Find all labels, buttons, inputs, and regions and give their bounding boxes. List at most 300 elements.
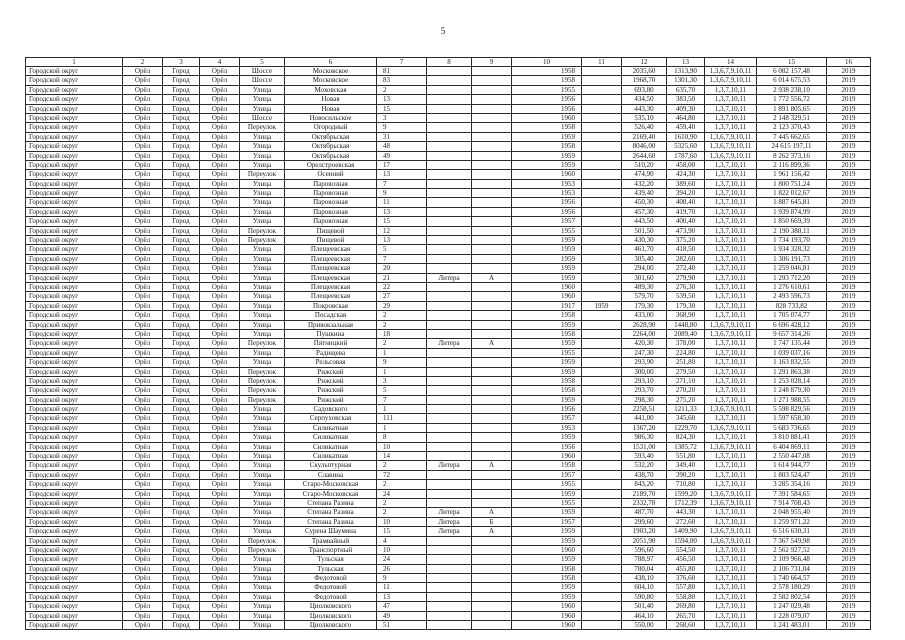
- cell-living-area: 455,80: [667, 565, 705, 574]
- cell-municipality-type: Городской округ: [26, 480, 123, 489]
- cell-year-built: 1959: [512, 593, 582, 602]
- cell-settlement: Орёл: [200, 114, 240, 123]
- cell-cost: 1 247 029,48: [757, 602, 827, 611]
- cell-settlement: Орёл: [200, 330, 240, 339]
- cell-municipality-type: Городской округ: [26, 358, 123, 367]
- cell-letter-label: [427, 612, 472, 621]
- cell-municipality-type: Городской округ: [26, 424, 123, 433]
- cell-settlement-type: Город: [163, 133, 200, 142]
- cell-living-area: 270,20: [667, 386, 705, 395]
- cell-house-number: 10: [377, 443, 427, 452]
- cell-letter-label: [427, 67, 472, 76]
- cell-work-types: 1,3,7,10,11: [705, 245, 757, 254]
- cell-street-type: Улица: [240, 612, 285, 621]
- table-row: [26, 471, 871, 480]
- cell-municipality: Орёл: [123, 386, 163, 395]
- table-row: [26, 255, 871, 264]
- cell-house-number: 1: [377, 368, 427, 377]
- cell-work-types: 1,3,6,7,9,10,11: [705, 152, 757, 161]
- cell-street-name: Рижский: [285, 368, 377, 377]
- cell-house-number: 2: [377, 480, 427, 489]
- cell-house-number: 26: [377, 565, 427, 574]
- column-number-work-types: 14: [705, 58, 757, 67]
- cell-settlement: Орёл: [200, 377, 240, 386]
- cell-year-built: 1959: [512, 527, 582, 536]
- cell-year-rebuilt: [582, 583, 622, 592]
- cell-municipality: Орёл: [123, 86, 163, 95]
- cell-settlement-type: Город: [163, 349, 200, 358]
- cell-municipality: Орёл: [123, 292, 163, 301]
- cell-total-area: 788,97: [622, 555, 667, 564]
- cell-street-name: Московское: [285, 76, 377, 85]
- cell-letter: [472, 170, 512, 179]
- cell-street-type: Улица: [240, 264, 285, 273]
- cell-municipality: Орёл: [123, 189, 163, 198]
- cell-letter-label: [427, 414, 472, 423]
- column-number-street-type: 5: [240, 58, 285, 67]
- cell-cost: 1 747 135,44: [757, 339, 827, 348]
- cell-letter: Б: [472, 518, 512, 527]
- cell-total-area: 2332,78: [622, 499, 667, 508]
- table-row: [26, 95, 871, 104]
- cell-house-number: 7: [377, 180, 427, 189]
- cell-municipality-type: Городской округ: [26, 217, 123, 226]
- cell-letter: [472, 152, 512, 161]
- cell-street-type: Переулок: [240, 236, 285, 245]
- cell-street-name: Циолковского: [285, 602, 377, 611]
- cell-cost: 1 887 645,81: [757, 198, 827, 207]
- cell-cost: 1 306 191,73: [757, 255, 827, 264]
- cell-living-area: 459,40: [667, 123, 705, 132]
- cell-work-types: 1,3,7,10,11: [705, 546, 757, 555]
- cell-house-number: 9: [377, 358, 427, 367]
- cell-plan-year: 2019: [827, 114, 871, 123]
- cell-municipality-type: Городской округ: [26, 621, 123, 630]
- cell-letter-label: [427, 86, 472, 95]
- cell-total-area: 439,40: [622, 189, 667, 198]
- cell-work-types: 1,3,7,10,11: [705, 386, 757, 395]
- cell-settlement-type: Город: [163, 114, 200, 123]
- cell-year-built: 1959: [512, 358, 582, 367]
- cell-letter: А: [472, 527, 512, 536]
- cell-settlement: Орёл: [200, 471, 240, 480]
- cell-plan-year: 2019: [827, 593, 871, 602]
- cell-street-type: Улица: [240, 208, 285, 217]
- cell-year-rebuilt: [582, 339, 622, 348]
- cell-letter-label: [427, 264, 472, 273]
- cell-house-number: 20: [377, 264, 427, 273]
- cell-municipality: Орёл: [123, 198, 163, 207]
- cell-cost: 1 259 046,81: [757, 264, 827, 273]
- cell-living-area: 1211,33: [667, 405, 705, 414]
- table-row: [26, 537, 871, 546]
- cell-letter-label: [427, 114, 472, 123]
- cell-total-area: 532,20: [622, 461, 667, 470]
- cell-work-types: 1,3,7,10,11: [705, 574, 757, 583]
- cell-municipality-type: Городской округ: [26, 321, 123, 330]
- cell-living-area: 368,90: [667, 311, 705, 320]
- cell-letter-label: [427, 76, 472, 85]
- cell-street-type: Переулок: [240, 396, 285, 405]
- cell-plan-year: 2019: [827, 264, 871, 273]
- cell-year-rebuilt: [582, 274, 622, 283]
- cell-work-types: 1,3,7,10,11: [705, 302, 757, 311]
- table-row: [26, 574, 871, 583]
- cell-work-types: 1,3,7,10,11: [705, 95, 757, 104]
- cell-letter-label: [427, 546, 472, 555]
- cell-letter: А: [472, 339, 512, 348]
- cell-work-types: 1,3,7,10,11: [705, 602, 757, 611]
- column-number-letter: 9: [472, 58, 512, 67]
- cell-letter-label: [427, 555, 472, 564]
- cell-plan-year: 2019: [827, 452, 871, 461]
- cell-work-types: 1,3,7,10,11: [705, 565, 757, 574]
- cell-year-built: 1959: [512, 583, 582, 592]
- cell-municipality-type: Городской округ: [26, 612, 123, 621]
- cell-settlement: Орёл: [200, 161, 240, 170]
- cell-year-rebuilt: [582, 133, 622, 142]
- cell-street-type: Улица: [240, 518, 285, 527]
- cell-street-name: Сурена Шаумяна: [285, 527, 377, 536]
- cell-year-rebuilt: [582, 321, 622, 330]
- cell-municipality: Орёл: [123, 433, 163, 442]
- cell-settlement: Орёл: [200, 236, 240, 245]
- cell-letter-label: [427, 358, 472, 367]
- cell-year-rebuilt: [582, 377, 622, 386]
- cell-cost: 1 822 012,67: [757, 189, 827, 198]
- cell-total-area: 464,10: [622, 612, 667, 621]
- cell-settlement-type: Город: [163, 452, 200, 461]
- cell-municipality: Орёл: [123, 67, 163, 76]
- cell-street-type: Улица: [240, 311, 285, 320]
- table-row: [26, 311, 871, 320]
- cell-settlement-type: Город: [163, 245, 200, 254]
- cell-plan-year: 2019: [827, 330, 871, 339]
- cell-street-type: Улица: [240, 105, 285, 114]
- cell-municipality: Орёл: [123, 377, 163, 386]
- cell-municipality-type: Городской округ: [26, 574, 123, 583]
- cell-street-type: Улица: [240, 443, 285, 452]
- cell-living-area: 279,90: [667, 274, 705, 283]
- cell-house-number: 12: [377, 227, 427, 236]
- cell-municipality: Орёл: [123, 330, 163, 339]
- cell-plan-year: 2019: [827, 368, 871, 377]
- cell-year-rebuilt: [582, 114, 622, 123]
- cell-municipality: Орёл: [123, 452, 163, 461]
- cell-total-area: 2169,40: [622, 133, 667, 142]
- cell-letter: [472, 602, 512, 611]
- cell-living-area: 710,80: [667, 480, 705, 489]
- cell-year-built: 1959: [512, 245, 582, 254]
- cell-letter-label: [427, 198, 472, 207]
- cell-letter: [472, 349, 512, 358]
- cell-street-type: Переулок: [240, 170, 285, 179]
- cell-work-types: 1,3,6,7,9,10,11: [705, 490, 757, 499]
- cell-municipality: Орёл: [123, 602, 163, 611]
- table-row: [26, 527, 871, 536]
- cell-letter-label: Литера: [427, 461, 472, 470]
- cell-house-number: 2: [377, 339, 427, 348]
- cell-living-area: 554,50: [667, 546, 705, 555]
- cell-street-name: Степана Разина: [285, 499, 377, 508]
- cell-work-types: 1,3,7,10,11: [705, 208, 757, 217]
- table-row: [26, 339, 871, 348]
- cell-house-number: 11: [377, 583, 427, 592]
- cell-municipality-type: Городской округ: [26, 330, 123, 339]
- cell-house-number: 14: [377, 452, 427, 461]
- cell-letter: [472, 499, 512, 508]
- cell-street-name: Трамвайный: [285, 537, 377, 546]
- cell-municipality-type: Городской округ: [26, 593, 123, 602]
- cell-cost: 1 740 664,57: [757, 574, 827, 583]
- cell-plan-year: 2019: [827, 358, 871, 367]
- cell-settlement-type: Город: [163, 264, 200, 273]
- cell-settlement: Орёл: [200, 527, 240, 536]
- cell-year-rebuilt: [582, 123, 622, 132]
- cell-living-area: 272,40: [667, 264, 705, 273]
- cell-cost: 2 116 899,36: [757, 161, 827, 170]
- cell-living-area: 282,60: [667, 255, 705, 264]
- cell-plan-year: 2019: [827, 133, 871, 142]
- cell-street-type: Переулок: [240, 377, 285, 386]
- cell-settlement: Орёл: [200, 208, 240, 217]
- cell-settlement: Орёл: [200, 86, 240, 95]
- cell-settlement-type: Город: [163, 189, 200, 198]
- cell-settlement-type: Город: [163, 86, 200, 95]
- cell-municipality-type: Городской округ: [26, 283, 123, 292]
- cell-settlement: Орёл: [200, 274, 240, 283]
- cell-settlement: Орёл: [200, 593, 240, 602]
- cell-cost: 1 734 193,70: [757, 236, 827, 245]
- cell-municipality-type: Городской округ: [26, 602, 123, 611]
- cell-street-type: Переулок: [240, 537, 285, 546]
- cell-letter-label: [427, 433, 472, 442]
- cell-municipality-type: Городской округ: [26, 76, 123, 85]
- cell-settlement: Орёл: [200, 349, 240, 358]
- cell-letter: [472, 490, 512, 499]
- cell-letter-label: [427, 292, 472, 301]
- cell-street-type: Улица: [240, 330, 285, 339]
- cell-plan-year: 2019: [827, 443, 871, 452]
- cell-year-built: 1956: [512, 443, 582, 452]
- cell-settlement-type: Город: [163, 255, 200, 264]
- cell-living-area: 269,80: [667, 602, 705, 611]
- cell-settlement-type: Город: [163, 621, 200, 630]
- cell-cost: 7 445 662,65: [757, 133, 827, 142]
- cell-settlement: Орёл: [200, 499, 240, 508]
- cell-work-types: 1,3,7,10,11: [705, 123, 757, 132]
- cell-house-number: 3: [377, 377, 427, 386]
- cell-settlement: Орёл: [200, 311, 240, 320]
- cell-municipality-type: Городской округ: [26, 67, 123, 76]
- cell-street-name: Тульская: [285, 565, 377, 574]
- cell-letter-label: [427, 321, 472, 330]
- cell-municipality: Орёл: [123, 311, 163, 320]
- cell-settlement-type: Город: [163, 424, 200, 433]
- cell-year-built: 1959: [512, 161, 582, 170]
- table-row: [26, 330, 871, 339]
- cell-street-type: Улица: [240, 302, 285, 311]
- cell-year-built: 1956: [512, 208, 582, 217]
- cell-plan-year: 2019: [827, 555, 871, 564]
- cell-street-type: Улица: [240, 255, 285, 264]
- cell-settlement-type: Город: [163, 76, 200, 85]
- cell-settlement-type: Город: [163, 471, 200, 480]
- cell-street-type: Улица: [240, 593, 285, 602]
- table-row: [26, 208, 871, 217]
- cell-letter: [472, 386, 512, 395]
- cell-municipality: Орёл: [123, 368, 163, 377]
- cell-living-area: 1712,39: [667, 499, 705, 508]
- cell-cost: 1 891 805,65: [757, 105, 827, 114]
- cell-year-rebuilt: [582, 471, 622, 480]
- cell-total-area: 293,10: [622, 377, 667, 386]
- cell-work-types: 1,3,7,10,11: [705, 180, 757, 189]
- cell-total-area: 2189,70: [622, 490, 667, 499]
- cell-municipality-type: Городской округ: [26, 349, 123, 358]
- cell-house-number: 9: [377, 574, 427, 583]
- cell-street-name: Силикатная: [285, 433, 377, 442]
- cell-street-name: Плещеевская: [285, 255, 377, 264]
- cell-total-area: 2035,60: [622, 67, 667, 76]
- cell-municipality-type: Городской округ: [26, 227, 123, 236]
- cell-plan-year: 2019: [827, 574, 871, 583]
- cell-year-rebuilt: [582, 527, 622, 536]
- cell-settlement: Орёл: [200, 546, 240, 555]
- table-row: [26, 292, 871, 301]
- cell-year-rebuilt: [582, 396, 622, 405]
- cell-cost: 1 705 074,77: [757, 311, 827, 320]
- cell-work-types: 1,3,7,10,11: [705, 236, 757, 245]
- cell-municipality-type: Городской округ: [26, 245, 123, 254]
- cell-municipality: Орёл: [123, 414, 163, 423]
- cell-municipality: Орёл: [123, 274, 163, 283]
- cell-street-type: Переулок: [240, 339, 285, 348]
- cell-living-area: 276,30: [667, 283, 705, 292]
- cell-living-area: 558,80: [667, 593, 705, 602]
- cell-cost: 2 190 380,11: [757, 227, 827, 236]
- cell-street-name: Плещеевская: [285, 292, 377, 301]
- cell-settlement-type: Город: [163, 565, 200, 574]
- cell-total-area: 432,20: [622, 180, 667, 189]
- cell-letter: [472, 612, 512, 621]
- cell-house-number: 47: [377, 602, 427, 611]
- table-row: [26, 170, 871, 179]
- cell-street-name: Новосильское: [285, 114, 377, 123]
- cell-cost: 7 367 549,98: [757, 537, 827, 546]
- cell-municipality: Орёл: [123, 583, 163, 592]
- cell-year-built: 1959: [512, 255, 582, 264]
- table-row: [26, 480, 871, 489]
- cell-letter-label: [427, 405, 472, 414]
- cell-house-number: 2: [377, 508, 427, 517]
- table-row: [26, 86, 871, 95]
- cell-total-area: 526,40: [622, 123, 667, 132]
- cell-municipality: Орёл: [123, 339, 163, 348]
- cell-street-type: Улица: [240, 480, 285, 489]
- cell-total-area: 247,30: [622, 349, 667, 358]
- cell-letter: [472, 142, 512, 151]
- cell-cost: 1 800 751,24: [757, 180, 827, 189]
- cell-street-name: Посадская: [285, 311, 377, 320]
- cell-municipality-type: Городской округ: [26, 583, 123, 592]
- cell-total-area: 299,60: [622, 518, 667, 527]
- cell-cost: 2 582 802,54: [757, 593, 827, 602]
- cell-street-name: Славина: [285, 471, 377, 480]
- table-row: [26, 217, 871, 226]
- cell-total-area: 693,80: [622, 86, 667, 95]
- cell-year-built: 1917: [512, 302, 582, 311]
- cell-settlement-type: Город: [163, 602, 200, 611]
- cell-year-rebuilt: [582, 255, 622, 264]
- table-row: [26, 555, 871, 564]
- cell-letter: [472, 255, 512, 264]
- cell-street-name: Серпуховская: [285, 414, 377, 423]
- cell-settlement: Орёл: [200, 227, 240, 236]
- cell-total-area: 298,30: [622, 396, 667, 405]
- cell-year-built: 1959: [512, 396, 582, 405]
- cell-municipality-type: Городской округ: [26, 461, 123, 470]
- cell-total-area: 510,20: [622, 161, 667, 170]
- cell-settlement: Орёл: [200, 264, 240, 273]
- cell-settlement: Орёл: [200, 602, 240, 611]
- cell-year-rebuilt: [582, 593, 622, 602]
- cell-year-rebuilt: [582, 424, 622, 433]
- cell-total-area: 590,80: [622, 593, 667, 602]
- cell-settlement: Орёл: [200, 518, 240, 527]
- table-row: [26, 133, 871, 142]
- cell-work-types: 1,3,7,10,11: [705, 292, 757, 301]
- cell-plan-year: 2019: [827, 612, 871, 621]
- cell-letter-label: [427, 302, 472, 311]
- cell-year-rebuilt: [582, 546, 622, 555]
- cell-work-types: 1,3,7,10,11: [705, 227, 757, 236]
- cell-year-rebuilt: [582, 414, 622, 423]
- cell-letter-label: [427, 452, 472, 461]
- cell-settlement-type: Город: [163, 574, 200, 583]
- cell-year-rebuilt: [582, 236, 622, 245]
- cell-house-number: 9: [377, 189, 427, 198]
- cell-total-area: 593,40: [622, 452, 667, 461]
- cell-cost: 1 163 832,55: [757, 358, 827, 367]
- cell-letter-label: [427, 565, 472, 574]
- cell-letter-label: [427, 593, 472, 602]
- cell-year-built: 1960: [512, 546, 582, 555]
- cell-municipality: Орёл: [123, 358, 163, 367]
- cell-year-built: 1959: [512, 490, 582, 499]
- cell-municipality: Орёл: [123, 161, 163, 170]
- cell-letter: [472, 198, 512, 207]
- cell-living-area: 400,40: [667, 217, 705, 226]
- cell-letter: [472, 236, 512, 245]
- table-header-row: [26, 58, 871, 67]
- cell-street-type: Улица: [240, 349, 285, 358]
- cell-municipality-type: Городской округ: [26, 152, 123, 161]
- cell-settlement-type: Город: [163, 368, 200, 377]
- cell-settlement-type: Город: [163, 414, 200, 423]
- cell-settlement: Орёл: [200, 405, 240, 414]
- cell-settlement: Орёл: [200, 396, 240, 405]
- cell-letter-label: [427, 480, 472, 489]
- page-number: 5: [440, 26, 446, 36]
- cell-total-area: 305,40: [622, 255, 667, 264]
- cell-total-area: 596,60: [622, 546, 667, 555]
- cell-settlement-type: Город: [163, 443, 200, 452]
- cell-municipality-type: Городской округ: [26, 546, 123, 555]
- cell-cost: 2 106 731,04: [757, 565, 827, 574]
- cell-house-number: 7: [377, 255, 427, 264]
- cell-street-name: Октябрьская: [285, 152, 377, 161]
